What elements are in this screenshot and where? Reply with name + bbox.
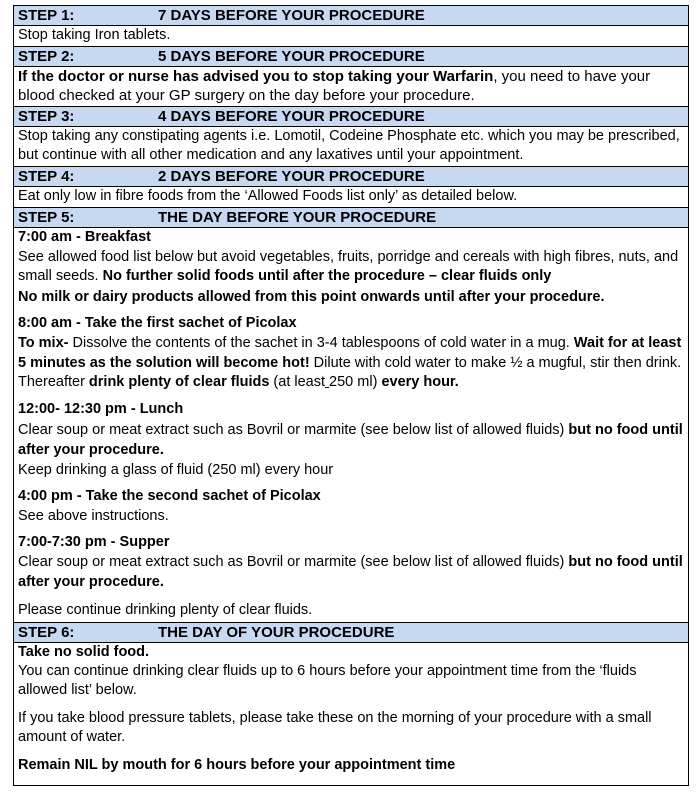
step-text: Eat only low in fibre foods from the ‘Allowed Foods list only’ as detailed below. xyxy=(18,188,518,204)
fluids-text: You can continue drinking clear fluids up to 6 hours before your appointment time from the ‘fluids allowed list’ below. xyxy=(18,662,637,698)
step-title: 4 DAYS BEFORE YOUR PROCEDURE xyxy=(158,108,425,125)
spacer xyxy=(18,592,684,601)
thereafter-text: Thereafter xyxy=(18,374,89,391)
keep-drinking-text: Keep drinking a glass of fluid (250 ml) every hour xyxy=(18,461,334,478)
lunch-paragraph xyxy=(18,421,684,460)
supper-heading: 7:00-7:30 pm - Supper xyxy=(18,534,170,551)
spacer xyxy=(18,307,684,314)
thereafter-line xyxy=(18,373,684,393)
step-text: Stop taking any constipating agents i.e. Lomotil, Codeine Phosphate etc. which you may be prescribed, but continue with all other medication and any laxatives until your appointment. xyxy=(18,128,680,163)
step-6-body xyxy=(14,642,689,785)
step-title: 2 DAYS BEFORE YOUR PROCEDURE xyxy=(158,168,425,185)
picolax-first-heading: 8:00 am - Take the first sachet of Picolax xyxy=(18,315,297,332)
wait-warning: Wait for at least 5 minutes as the solution will become hot! xyxy=(18,334,682,371)
thereafter-bold: drink plenty of clear fluids xyxy=(88,374,270,391)
step-4-body xyxy=(14,187,689,208)
warfarin-bold-text: If the doctor or nurse has advised you to stop taking your Warfarin xyxy=(18,68,494,85)
step-title: 5 DAYS BEFORE YOUR PROCEDURE xyxy=(158,48,425,65)
step-label: STEP 4: xyxy=(18,168,75,185)
step-3-header xyxy=(14,107,689,127)
spacer xyxy=(18,700,684,709)
step-text: , you need to have your blood checked at your GP surgery on the day before your procedure. xyxy=(18,68,651,104)
thereafter-text-2: (at least xyxy=(269,374,326,391)
step-label: STEP 5: xyxy=(18,209,75,226)
step-5-body xyxy=(14,228,689,623)
step-4-header xyxy=(14,167,689,187)
step-6-header xyxy=(14,622,689,642)
dilute-text: Dilute with cold water to make ½ a mugful, stir then drink. xyxy=(309,354,682,371)
lunch-heading: 12:00- 12:30 pm - Lunch xyxy=(18,400,184,417)
see-above-text: See above instructions. xyxy=(18,507,169,524)
step-label: STEP 6: xyxy=(18,623,75,641)
procedure-steps-table xyxy=(13,5,689,786)
step-label: STEP 3: xyxy=(18,108,75,125)
step-1-header xyxy=(14,6,689,26)
no-milk-warning: No milk or dairy products allowed from this point onwards until after your procedure. xyxy=(18,288,605,305)
picolax-second-heading: 4:00 pm - Take the second sachet of Picolax xyxy=(18,488,321,505)
thereafter-text-3: 250 ml) xyxy=(329,374,382,391)
continue-drinking-text: Please continue drinking plenty of clear fluids. xyxy=(18,602,313,619)
thereafter-bold-2: every hour. xyxy=(381,374,459,391)
step-label: STEP 2: xyxy=(18,48,75,65)
to-mix-label: To mix- xyxy=(18,334,69,351)
step-2-body xyxy=(14,67,689,107)
step-2-header xyxy=(14,47,689,67)
step-5-header xyxy=(14,208,689,228)
to-mix-text: Dissolve the contents of the sachet in 3-4 tablespoons of cold water in a mug. xyxy=(68,334,574,351)
breakfast-paragraph xyxy=(18,248,684,287)
blood-pressure-text: If you take blood pressure tablets, please take these on the morning of your procedure with a small amount of water. xyxy=(18,709,652,745)
supper-paragraph xyxy=(18,553,684,592)
step-title: 7 DAYS BEFORE YOUR PROCEDURE xyxy=(158,7,425,24)
spacer xyxy=(18,747,684,756)
nil-by-mouth: Remain NIL by mouth for 6 hours before your appointment time xyxy=(18,756,456,773)
spacer xyxy=(18,526,684,533)
supper-bold: but no food until after your procedure. xyxy=(18,553,683,590)
step-label: STEP 1: xyxy=(18,7,75,24)
instructions-document xyxy=(13,5,689,786)
lunch-bold: but no food until after your procedure. xyxy=(18,422,683,458)
breakfast-heading: 7:00 am - Breakfast xyxy=(18,229,151,245)
spacer xyxy=(18,480,684,487)
breakfast-bold-text: No further solid foods until after the procedure – clear fluids only xyxy=(102,268,552,285)
step-title: THE DAY OF YOUR PROCEDURE xyxy=(158,623,395,641)
step-title: THE DAY BEFORE YOUR PROCEDURE xyxy=(158,209,437,226)
spacer xyxy=(18,393,684,400)
supper-text: Clear soup or meat extract such as Bovril or marmite (see below list of allowed fluids) xyxy=(18,553,569,570)
step-3-body xyxy=(14,127,689,167)
step-1-body xyxy=(14,26,689,47)
mixing-instructions xyxy=(18,334,684,373)
step-text: Stop taking Iron tablets. xyxy=(18,27,171,43)
breakfast-text: See allowed food list below but avoid vegetables, fruits, porridge and cereals with high fibres, nuts, and small seeds. xyxy=(18,248,679,285)
no-solid-food: Take no solid food. xyxy=(18,643,150,660)
lunch-text: Clear soup or meat extract such as Bovril or marmite (see below list of allowed fluids) xyxy=(18,422,569,439)
